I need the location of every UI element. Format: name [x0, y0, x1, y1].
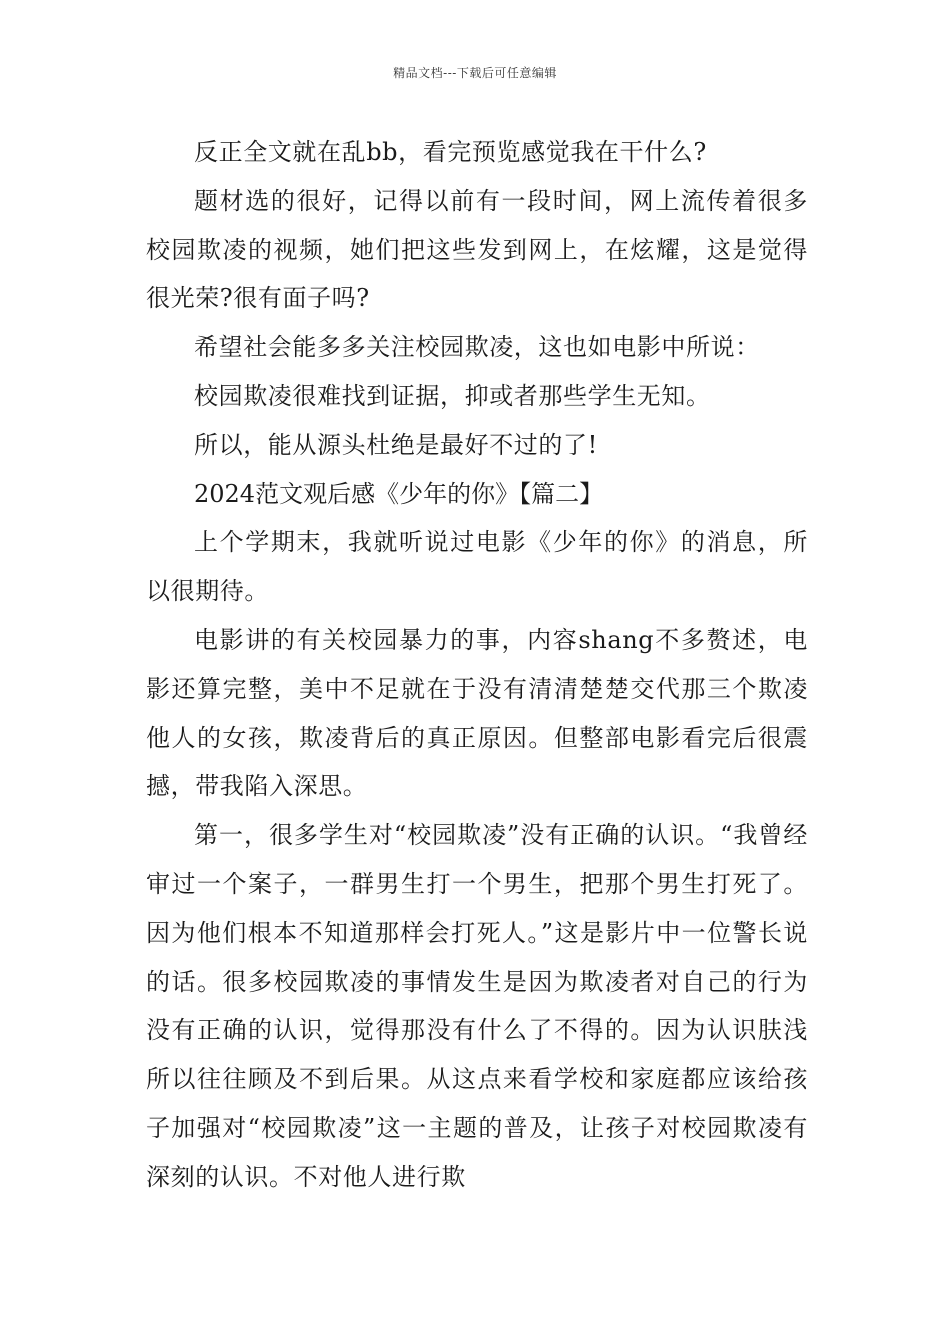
document-body [146, 128, 808, 1202]
paragraph-6: 上个学期末，我就听说过电影《少年的你》的消息，所以很期待。 [146, 528, 808, 606]
paragraph-1: 反正全文就在乱bb，看完预览感觉我在干什么? [194, 138, 707, 166]
paragraph-8: 第一，很多学生对“校园欺凌”没有正确的认识。“我曾经审过一个案子，一群男生打一个男生，把那个男生打死了。因为他们根本不知道那样会打死人。”这是影片中一位警长说的话。很多校园欺凌的事情发生是因为欺凌者对自己的行为没有正确的认识，觉得那没有什么了不得的。因为认识肤浅所以往往顾及不到后果。从这点来看学校和家庭都应该给孩子加强对“校园欺凌”这一主题的普及，让孩子对校园欺凌有深刻的认识。不对他人进行欺 [146, 821, 808, 1191]
paragraph-2: 题材选的很好，记得以前有一段时间，网上流传着很多校园欺凌的视频，她们把这些发到网上，在炫耀，这是觉得很光荣?很有面子吗? [146, 186, 808, 313]
page-header: 精品文档---下载后可任意编辑 [393, 66, 557, 80]
paragraph-4: 校园欺凌很难找到证据，抑或者那些学生无知。 [194, 381, 711, 410]
section-heading: 2024范文观后感《少年的你》【篇二】 [194, 479, 604, 508]
paragraph-7: 电影讲的有关校园暴力的事，内容shang不多赘述，电影还算完整，美中不足就在于没有清清楚楚交代那三个欺凌他人的女孩，欺凌背后的真正原因。但整部电影看完后很震撼，带我陷入深思。 [146, 625, 808, 801]
paragraph-5: 所以，能从源头杜绝是最好不过的了! [194, 430, 598, 459]
paragraph-3: 希望社会能多多关注校园欺凌，这也如电影中所说： [194, 333, 760, 362]
